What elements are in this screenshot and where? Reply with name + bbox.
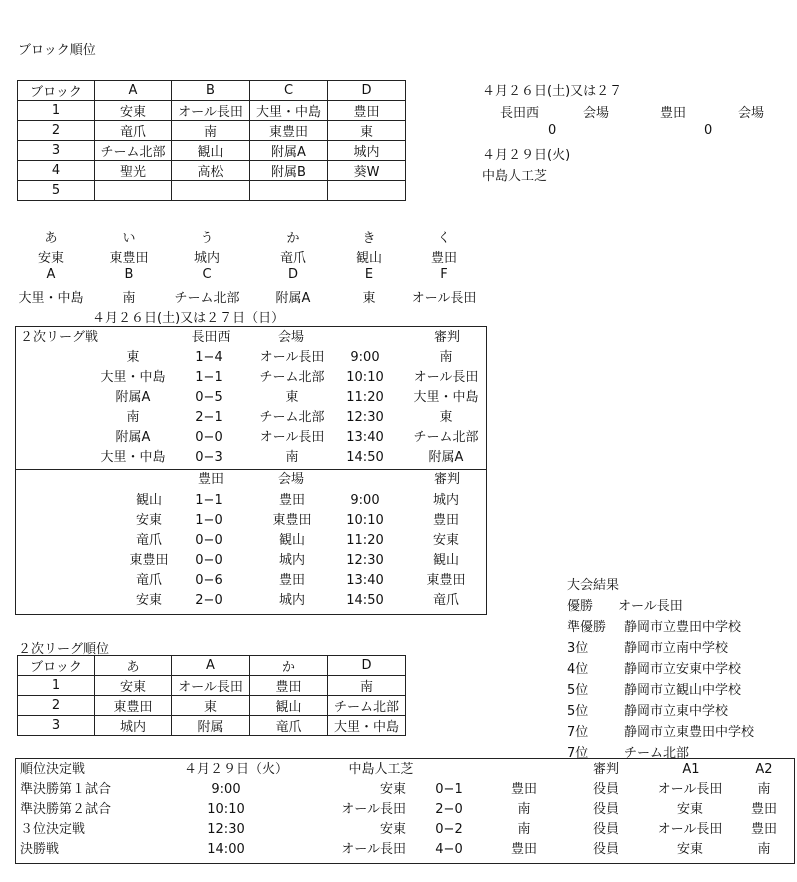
table-cell: 3 [18,141,95,161]
table-cell: 竜爪 [250,716,328,736]
table-row [16,348,486,368]
venue-label-2: 会場 [738,106,765,121]
match-score: 0−0 [195,533,223,548]
match-time: 13:40 [346,573,384,588]
final-team1: 安東 [379,782,406,797]
group-letter: A [46,267,56,282]
table-cell: 大里・中島 [250,101,328,121]
final-a2: 南 [757,842,771,857]
match-time: 9:00 [350,493,380,508]
final-name: 準決勝第１試合 [20,782,112,797]
group-team: チーム北部 [174,291,240,306]
group-kana: か [286,231,300,246]
table-cell: 南 [328,676,406,696]
table-cell: 安東 [95,101,172,121]
table-cell: 竜爪 [95,121,172,141]
finals-referee-label: 審判 [592,762,619,777]
match-score: 0−0 [195,553,223,568]
results-title: 大会結果 [567,578,620,593]
final-team1: オール長田 [341,802,406,817]
finals-a2-label: A2 [755,762,773,777]
final-role: 役員 [592,782,619,797]
match-time: 12:30 [346,553,384,568]
group-letter: C [202,267,212,282]
block-table-header [18,81,406,101]
match-team: 観山 [135,493,162,508]
final-a2: 豊田 [750,802,777,817]
result-rank: 準優勝 [567,620,607,635]
league-rank-header [18,656,406,676]
match-opponent: チーム北部 [259,370,325,385]
match-referee: 観山 [432,553,459,568]
table-row [18,716,406,736]
table-cell: 聖光 [95,161,172,181]
table-cell: 葵W [328,161,406,181]
final-name: 決勝戦 [20,842,60,857]
match-opponent: 豊田 [278,573,305,588]
header-cell: A [95,81,172,101]
match-team: 附属A [115,390,151,405]
table-row [16,531,486,551]
group-letter: B [124,267,134,282]
header-cell: ブロック [18,81,95,101]
header-cell: ブロック [18,656,95,676]
table-cell: オール長田 [172,676,250,696]
match-referee: 南 [439,350,453,365]
result-team: 静岡市立東豊田中学校 [624,725,755,740]
venue-name-3: 中島人工芝 [482,169,548,184]
table-cell: 5 [18,181,95,201]
match-referee: 安東 [432,533,459,548]
group-team: 安東 [37,251,64,266]
league-title: ２次リーグ戦 [20,330,99,345]
match-referee: 東豊田 [426,573,466,588]
result-rank: 5位 [567,683,589,698]
group-team: 大里・中島 [18,291,84,306]
match-opponent: 東豊田 [272,513,312,528]
match-score: 1−0 [195,513,223,528]
venue-date-2: ４月２９日(火) [482,148,571,163]
match-time: 11:20 [346,533,384,548]
match-time: 11:20 [346,390,384,405]
table-row [16,820,794,840]
match-time: 13:40 [346,430,384,445]
venue-count-2: 0 [704,123,713,138]
result-rank: 3位 [567,641,589,656]
table-cell: 附属 [172,716,250,736]
final-a1: 安東 [676,842,703,857]
result-rank: 優勝 [567,599,594,614]
table-row [18,161,406,181]
table-cell [328,181,406,201]
final-a2: 南 [757,782,771,797]
match-team: 安東 [135,593,162,608]
result-team: 静岡市立豊田中学校 [624,620,742,635]
group-team: オール長田 [411,291,477,306]
table-row [18,101,406,121]
final-team2: 豊田 [510,782,537,797]
venue-name-1: 長田西 [500,106,540,121]
match-team: 附属A [115,430,151,445]
final-team2: 南 [517,822,531,837]
venue-label-1: 会場 [583,106,610,121]
table-row [16,840,794,860]
match-opponent: 観山 [278,533,305,548]
result-team: チーム北部 [624,746,690,761]
table-cell: 附属B [250,161,328,181]
match-opponent: 城内 [278,553,305,568]
table-row [18,676,406,696]
table-cell: チーム北部 [328,696,406,716]
final-a1: オール長田 [657,782,723,797]
group-team: 附属A [275,291,311,306]
header-cell: C [250,81,328,101]
table-cell: 城内 [328,141,406,161]
table-row [16,511,486,531]
venue-count-1: 0 [548,123,557,138]
table-cell: 附属A [250,141,328,161]
finals-venue: 中島人工芝 [348,762,414,777]
result-team: オール長田 [618,599,683,614]
final-time: 12:30 [207,822,245,837]
table-row [16,491,486,511]
match-time: 9:00 [350,350,380,365]
match-time: 10:10 [346,513,384,528]
match-opponent: 南 [285,450,299,465]
final-name: ３位決定戦 [20,822,86,837]
table-row [18,141,406,161]
league-date: ４月２６日(土)又は２７日（日） [92,311,285,326]
table-cell [95,181,172,201]
table-row [18,121,406,141]
match-referee: チーム北部 [413,430,479,445]
match-time: 10:10 [346,370,384,385]
match-referee: 附属A [428,450,464,465]
table-row [18,181,406,201]
match-opponent: チーム北部 [259,410,325,425]
league-venue-2: 豊田 [197,472,224,487]
final-role: 役員 [592,802,619,817]
league-venue-label-2: 会場 [277,472,304,487]
match-score: 1−4 [195,350,223,365]
table-cell: 1 [18,101,95,121]
table-cell: 2 [18,121,95,141]
finals-title: 順位決定戦 [20,762,86,777]
table-cell: 豊田 [250,676,328,696]
match-opponent: 豊田 [278,493,305,508]
match-score: 0−5 [195,390,223,405]
final-team1: オール長田 [341,842,406,857]
match-team: 安東 [135,513,162,528]
table-row [16,428,486,448]
final-score: 4−0 [435,842,463,857]
match-time: 14:50 [346,593,384,608]
result-rank: 4位 [567,662,589,677]
league-block1-header [16,328,486,348]
final-role: 役員 [592,822,619,837]
final-a2: 豊田 [750,822,777,837]
match-team: 大里・中島 [100,370,166,385]
table-row [16,780,794,800]
match-team: 竜爪 [135,533,162,548]
final-score: 0−2 [435,822,463,837]
table-cell: 東豊田 [250,121,328,141]
league-venue-1: 長田西 [191,330,231,345]
match-team: 東 [126,350,140,365]
match-time: 14:50 [346,450,384,465]
table-cell: 大里・中島 [328,716,406,736]
group-team: 城内 [193,251,220,266]
header-cell: D [328,656,406,676]
table-row [16,800,794,820]
block-table [17,80,406,201]
table-cell: 1 [18,676,95,696]
header-cell: D [328,81,406,101]
table-cell: 南 [172,121,250,141]
league-referee-label-1: 審判 [433,330,460,345]
league-schedule-box [15,326,487,615]
table-row [16,448,486,468]
match-score: 2−1 [195,410,223,425]
final-time: 14:00 [207,842,245,857]
table-row [16,408,486,428]
match-opponent: オール長田 [259,350,325,365]
final-time: 10:10 [207,802,245,817]
match-opponent: オール長田 [259,430,325,445]
table-cell: 高松 [172,161,250,181]
league-venue-label-1: 会場 [277,330,304,345]
result-team: 静岡市立南中学校 [624,641,729,656]
block-title: ブロック順位 [18,43,96,58]
header-cell: あ [95,656,172,676]
match-score: 0−6 [195,573,223,588]
group-letter: D [287,267,298,282]
match-referee: オール長田 [413,370,479,385]
table-cell: 豊田 [328,101,406,121]
finals-date: ４月２９日（火） [183,762,288,777]
final-score: 2−0 [435,802,463,817]
match-referee: 大里・中島 [413,390,479,405]
table-cell [172,181,250,201]
group-kana: い [122,231,136,246]
match-team: 東豊田 [129,553,169,568]
final-team2: 南 [517,802,531,817]
final-time: 9:00 [211,782,241,797]
match-score: 0−0 [195,430,223,445]
group-team: 竜爪 [279,251,306,266]
table-cell: 東豊田 [95,696,172,716]
table-cell [250,181,328,201]
finals-box [15,758,795,864]
league-rank-table [17,655,406,736]
group-team: 豊田 [430,251,457,266]
result-rank: 7位 [567,746,589,761]
table-cell: 東 [328,121,406,141]
group-kana: あ [44,231,58,246]
table-cell: オール長田 [172,101,250,121]
table-cell: 安東 [95,676,172,696]
match-team: 南 [126,410,140,425]
table-cell: 観山 [250,696,328,716]
table-row [16,368,486,388]
header-cell: A [172,656,250,676]
group-team: 観山 [355,251,382,266]
result-team: 静岡市立観山中学校 [624,683,742,698]
final-team1: 安東 [379,822,406,837]
result-team: 静岡市立安東中学校 [624,662,742,677]
final-a1: オール長田 [657,822,723,837]
group-kana: う [200,231,214,246]
finals-a1-label: A1 [682,762,700,777]
table-cell: 東 [172,696,250,716]
group-team: 東豊田 [109,251,149,266]
table-cell: 4 [18,161,95,181]
group-letter: E [364,267,374,282]
match-score: 2−0 [195,593,223,608]
table-cell: 2 [18,696,95,716]
match-opponent: 城内 [278,593,305,608]
group-team: 東 [362,291,376,306]
match-score: 1−1 [195,370,223,385]
group-team: 南 [122,291,136,306]
venue-date-1: ４月２６日(土)又は２７ [482,84,623,99]
match-score: 0−3 [195,450,223,465]
final-team2: 豊田 [510,842,537,857]
match-time: 12:30 [346,410,384,425]
final-name: 準決勝第２試合 [20,802,112,817]
match-referee: 豊田 [432,513,459,528]
final-a1: 安東 [676,802,703,817]
match-score: 1−1 [195,493,223,508]
table-cell: 3 [18,716,95,736]
result-rank: 7位 [567,725,589,740]
table-row [16,388,486,408]
match-team: 竜爪 [135,573,162,588]
finals-header [16,760,794,780]
match-referee: 東 [439,410,453,425]
result-team: 静岡市立東中学校 [624,704,729,719]
group-letter: F [440,267,448,282]
result-rank: 5位 [567,704,589,719]
final-role: 役員 [592,842,619,857]
table-cell: チーム北部 [95,141,172,161]
header-cell: か [250,656,328,676]
match-referee: 竜爪 [432,593,459,608]
match-team: 大里・中島 [100,450,166,465]
venue-name-2: 豊田 [660,106,687,121]
league-referee-label-2: 審判 [433,472,460,487]
table-cell: 観山 [172,141,250,161]
table-cell: 城内 [95,716,172,736]
header-cell: B [172,81,250,101]
league-rank-title: ２次リーグ順位 [18,642,110,657]
match-referee: 城内 [432,493,459,508]
match-opponent: 東 [285,390,299,405]
table-row [16,591,486,611]
group-kana: く [437,231,451,246]
final-score: 0−1 [435,782,463,797]
table-row [16,571,486,591]
league-block2-header [16,470,486,490]
table-row [18,696,406,716]
group-kana: き [362,231,376,246]
table-row [16,551,486,571]
